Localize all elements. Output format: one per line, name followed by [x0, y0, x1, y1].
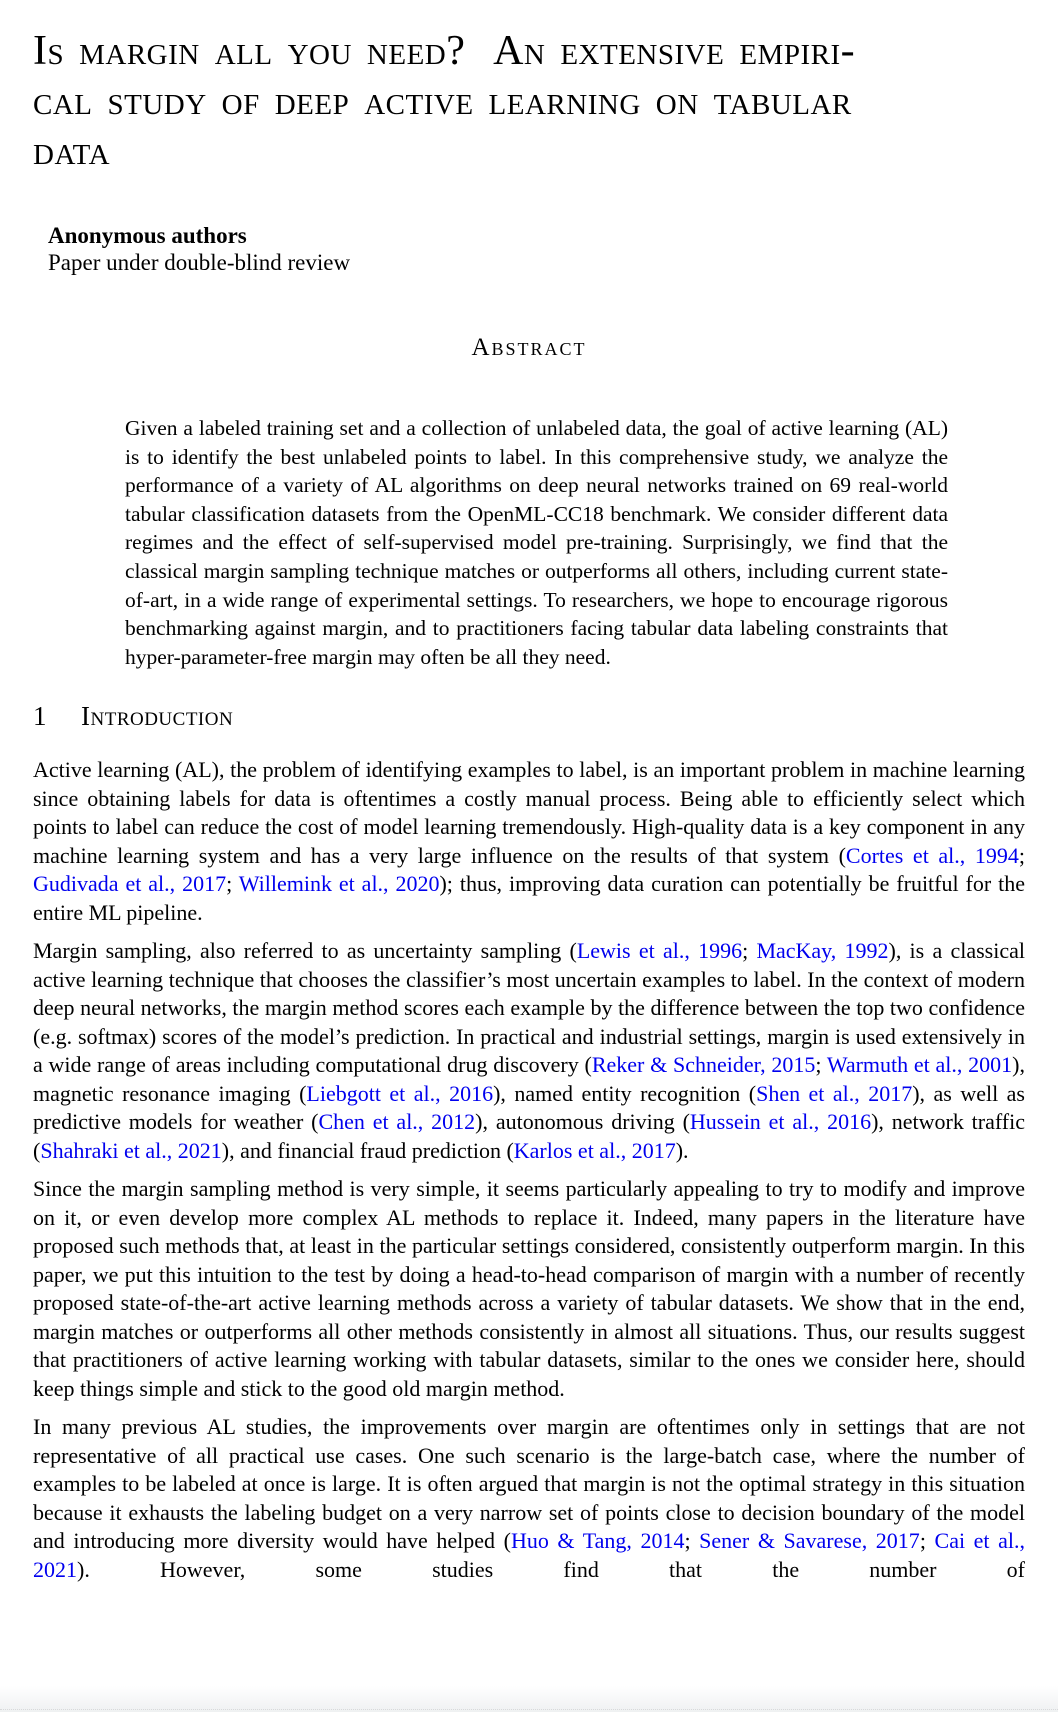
paper-title	[33, 26, 1025, 176]
author-name: Anonymous authors	[48, 223, 247, 248]
text-run: ); thus, improving data curation can potentially be fruitful for the entire ML pipeline.	[33, 871, 1025, 925]
citation-link[interactable]: Cai et al., 2021	[33, 1528, 1025, 1582]
paper-page	[0, 26, 1058, 1584]
section-title: Introduction	[81, 701, 234, 732]
text-run: ;	[919, 1528, 935, 1554]
text-run: ;	[742, 938, 757, 964]
text-run: ;	[815, 1052, 827, 1078]
section-number: 1	[33, 701, 47, 732]
paragraph	[33, 1413, 1025, 1584]
text-run: ). However, some studies find that the number of	[77, 1556, 1025, 1582]
text-run: In many previous AL studies, the improvements over margin are oftentimes only in settings that are not representative of all practical use cases. One such scenario is the large-batch case, where the number of examples to be labeled at once is large. It is often argued that margin is not the optimal strategy in this situation because it exhausts the labeling budget on a very narrow set of points close to decision boundary of the model and introducing more diversity would have helped (	[33, 1414, 1025, 1554]
text-run: Margin sampling, also referred to as uncertainty sampling (	[33, 938, 577, 964]
text-run: ;	[1018, 842, 1025, 868]
citation-link[interactable]: Reker & Schneider, 2015	[591, 1052, 816, 1078]
abstract-text: Given a labeled training set and a collection of unlabeled data, the goal of active learning (AL) is to identify the best unlabeled points to label. In this comprehensive study, we analyze the performance of a variety of AL algorithms on deep neural networks trained on 69 real-world tabular classification datasets from the OpenML-CC18 benchmark. We consider different data regimes and the effect of self-supervised model pre-training. Surprisingly, we find that the classical margin sampling technique matches or outperforms all others, including current state-of-art, in a wide range of experimental settings. To researchers, we hope to encourage rigorous benchmarking against margin, and to practitioners facing tabular data labeling constraints that hyper-parameter-free margin may often be all they need.	[125, 416, 948, 669]
text-run: ), magnetic resonance imaging (	[33, 1052, 1025, 1106]
citation-link[interactable]: Warmuth et al., 2001	[826, 1052, 1013, 1078]
text-run: ), autonomous driving (	[475, 1109, 690, 1135]
paragraph	[33, 756, 1025, 927]
citation-link[interactable]: Huo & Tang, 2014	[510, 1528, 685, 1554]
text-run: Active learning (AL), the problem of identifying examples to label, is an important problem in machine learning since obtaining labels for data is oftentimes a costly manual process. Being able to efficiently select which points to label can reduce the cost of model learning tremendously. High-quality data is a key component in any machine learning system and has a very large influence on the results of that system (	[33, 757, 1025, 868]
text-run: ), and financial fraud prediction (	[221, 1137, 514, 1163]
citation-link[interactable]: Willemink et al., 2020	[238, 871, 440, 897]
citation-link[interactable]: Liebgott et al., 2016	[306, 1080, 494, 1106]
citation-link[interactable]: Sener & Savarese, 2017	[699, 1528, 920, 1554]
paragraph	[33, 937, 1025, 1165]
text-run: ;	[684, 1528, 700, 1554]
citation-link[interactable]: Karlos et al., 2017	[513, 1137, 676, 1163]
text-run: ).	[675, 1137, 689, 1163]
citation-link[interactable]: Shahraki et al., 2021	[40, 1137, 222, 1163]
citation-link[interactable]: Lewis et al., 1996	[576, 938, 743, 964]
title-line-2: cal study of deep active learning on tabular	[33, 78, 852, 124]
page-edge-shadow	[0, 1686, 1058, 1712]
citation-link[interactable]: Gudivada et al., 2017	[33, 871, 227, 897]
text-run: ), as well as predictive models for weather (	[33, 1080, 1025, 1135]
text-run: ), network traffic (	[33, 1109, 1025, 1163]
paragraph	[33, 1175, 1025, 1403]
citation-link[interactable]: Hussein et al., 2016	[689, 1109, 872, 1135]
text-run: ), is a classical active learning technique that chooses the classifier’s most uncertain examples to label. In the context of modern deep neural networks, the margin method scores each example by the difference between the top two confidence (e.g. softmax) scores of the model’s prediction. In practical and industrial settings, margin is used extensively in a wide range of areas including computational drug discovery (	[33, 938, 1025, 1078]
title-line-3: data	[33, 128, 111, 174]
citation-link[interactable]: Shen et al., 2017	[756, 1080, 913, 1106]
review-status: Paper under double-blind review	[48, 250, 351, 275]
author-block	[33, 222, 1025, 276]
text-run: ), named entity recognition (	[493, 1080, 757, 1106]
section-heading-introduction	[33, 701, 1025, 732]
title-line-1: Is margin all you need? An extensive empiri-	[33, 28, 856, 74]
text-run: Since the margin sampling method is very simple, it seems particularly appealing to try to modify and improve on it, or even develop more complex AL methods to replace it. Indeed, many papers in the literature have proposed such methods that, at least in the particular settings considered, consistently outperform margin. In this paper, we put this intuition to the test by doing a head-to-head comparison of margin with a number of recently proposed state-of-the-art active learning methods across a variety of tabular datasets. We show that in the end, margin matches or outperforms all other methods consistently in almost all situations. Thus, our results suggest that practitioners of active learning working with tabular datasets, similar to the ones we consider here, should keep things simple and stick to the good old margin method.	[33, 1176, 1025, 1401]
abstract-heading: Abstract	[471, 334, 587, 361]
citation-link[interactable]: Cortes et al., 1994	[845, 842, 1019, 868]
citation-link[interactable]: Chen et al., 2012	[318, 1109, 476, 1135]
text-run: ;	[226, 871, 239, 897]
citation-link[interactable]: MacKay, 1992	[756, 938, 889, 964]
introduction-body	[33, 756, 1025, 1584]
